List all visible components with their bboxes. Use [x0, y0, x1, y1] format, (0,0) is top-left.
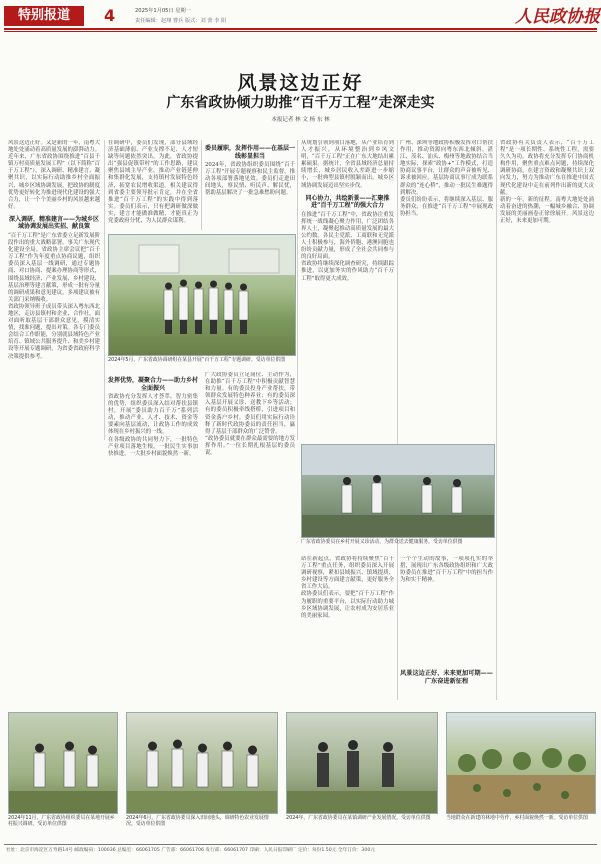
section-heading: 同心协力，共绘新景——汇聚推进“百千万工程”的强大合力 [305, 194, 390, 210]
column-divider [297, 140, 298, 440]
article-column-4-lower [301, 556, 394, 706]
footer-info: 社址：北京市海淀区万寿路14号 邮政编码：100036 总编室：66061705 广告部：66061706 发行部：66061707 印刷：人民日报印刷厂 定价：每份1.50元 全年订价：300元 [6, 848, 376, 853]
photo-rural-research [8, 712, 118, 814]
header-rule [4, 28, 597, 30]
closing-heading: 风景这边正好，未来更加可期——广东奋进新征程 [400, 670, 493, 685]
page-title: 风景这边正好 [237, 72, 364, 94]
photo-scene [447, 713, 595, 813]
header-rule-thin [4, 31, 597, 32]
photo-scene [109, 235, 295, 355]
article-column-5 [400, 140, 493, 440]
paragraph: 在调研中，委员们发现，部分县域经济基础薄弱、产业支撑不足、人才短缺等问题依然突出。为此，省政协提出“强县促镇带村”的工作思路，建议聚焦县域主导产业，推动产业链延伸和集群化发展，支持镇村发展特色经济，拓宽农民增收渠道。相关建议得到省委主要领导批示肯定，并在全省推进“百千万工程”的实践中得到落实。委员们表示，只有把调研做深做实，建言才能做准做精，才能真正为党委政府分忧、为人民群众谋利。 [108, 140, 198, 225]
paragraph: 政协委员们表示，要把“百千万工程”作为履职的重要平台，以实际行动助力城乡区域协调发展，让农村成为安居乐业的美丽家园。 [301, 591, 394, 619]
paragraph: 省政协有关负责人表示，“百千万工程”是一项长期性、系统性工程，需要久久为功。政协将充分发挥专门协商机构作用，聚焦重点难点问题，持续深化调研协商，在建言资政和凝聚共识上双向发力，努力为推动广东在推进中国式现代化建设中走在前列作出新的更大贡献。 [500, 140, 594, 196]
photo-scene [127, 713, 277, 813]
page-number: 4 [104, 6, 116, 25]
article-column-4 [301, 140, 394, 440]
paragraph: 省政协将继续深化调查研究，持续跟踪推进，以更加务实的作风助力“百千万工程”取得更大成效。 [301, 261, 394, 282]
article-column-5-lower [400, 556, 493, 666]
article-column-6 [500, 140, 594, 700]
article-column-1 [8, 140, 100, 700]
article-column-3-lower [205, 372, 295, 702]
photo-group-field-visit [108, 234, 296, 356]
photo-forest-planting [446, 712, 596, 814]
article-column-2-lower [108, 372, 198, 702]
article-column-2 [108, 140, 198, 230]
section-label: 特别报道 [4, 6, 84, 26]
paragraph: 广州、深圳等地政协积极发挥对口帮扶作用，推动资源向粤东西北倾斜。湛江、茂名、汕头、梅州等地政协结合当地实际，探索“政协+”工作模式，打造协商议事平台，让群众的声音被听见、诉求被回应。基层协商议事厅成为联系群众的“连心桥”，推动一批民生难题得到解决。 [400, 140, 493, 196]
photo-field-inspection [126, 712, 278, 814]
photo-scene [302, 445, 494, 537]
photo-caption: 2024年6月，广东省政协委员深入田间地头，调研特色农业发展情况。受访单位供图 [126, 815, 269, 828]
paragraph: 在各级政协的共同努力下，一批特色产业项目落地生根，一批民生实事加快推进，一大批乡村面貌焕然一新。 [108, 436, 198, 457]
footer-rule [4, 844, 597, 845]
photo-caption: 2024年5月，广东省政协调研组在某县开展“百千万工程”专题调研。受访单位供图 [108, 357, 286, 363]
paragraph: “政协委员就要在群众最需要的地方发挥作用。”一位长期扎根基层的委员说。 [205, 435, 295, 457]
masthead-logo: 人民政协报 [515, 7, 600, 27]
paragraph: 站在新起点，省政协将持续聚焦“百千万工程”重点任务，组织委员深入开展调研视察，紧扣县域振兴、镇域提质、乡村建设等方面建言献策，更好服务全省工作大局。 [301, 556, 394, 591]
paragraph: “百千万工程”是广东省委立足新发展阶段作出的重大战略部署，事关广东现代化建设全局。省政协主席会议把“百千万工程”作为年度重点协商议题，组织委员深入基层一线调研，通过专题协商、对口协商、提案办理协商等形式，围绕县域经济、产业发展、乡村建设、基层治理等建言献策，形成一批有分量的调研成果和意见建议，多项建议被有关部门采纳吸收。 [8, 232, 100, 303]
byline: 本报记者 林 文 杨 东 林 [271, 117, 330, 123]
column-divider [104, 140, 105, 440]
column-divider [397, 140, 398, 700]
paragraph: 广大政协委员立足岗位、主动作为，在助推“百千万工程”中积极贡献智慧和力量。有的委员投身产业帮扶，带领群众发展特色种养业；有的委员深入基层开展义诊、送教下乡等活动；有的委员积极牵线搭桥，引进项目和资金落户乡村。委员们用实际行动诠释了新时代政协委员的责任担当，赢得了基层干部群众的广泛赞誉。 [205, 372, 295, 435]
section-heading: 委员履职，发挥作用——在基层一线彰显担当 [205, 145, 295, 160]
paragraph: 从规划引领到项目落地，从产业培育到人才振兴，从环境整治到乡风文明，“百千万工程”正在广东大地结出累累硕果。据统计，全省县域经济总量持续增长，城乡居民收入差距进一步缩小，一批典型县镇村脱颖而出，城乡区域协调发展迈出坚实步伐。 [301, 140, 394, 189]
paragraph: 2024年，省政协组织委员围绕“百千万工程”开展专题视察和民主监督，推动各项部署落地见效。委员们走进田间地头，察民情、听民声、解民忧，帮助基层解决了一批急难愁盼问题。 [205, 162, 295, 197]
section-heading: 发挥优势，凝聚合力——助力乡村全面振兴 [108, 377, 198, 392]
date-line: 2025年1月05日 星期一 [135, 8, 191, 14]
photo-caption: 2024年，广东省政协委员在某镇调研产业发展情况。受访单位供图 [286, 815, 431, 821]
photo-scene [9, 713, 117, 813]
paragraph: 一个个生动的故事，一项项扎实的举措，展现出广东各级政协组织和广大政协委员在推进“百千万工程”中的担当作为和实干精神。 [400, 556, 493, 584]
editors-line: 责任编辑：赵翔 曹兵 版式：刘 蕾 李 阳 [135, 18, 227, 24]
photo-scene [287, 713, 437, 813]
photo-clinic-activity [301, 444, 495, 538]
paragraph: 委员们纷纷表示，将继续深入基层、服务群众，在推进“百千万工程”中展现政协担当。 [400, 196, 493, 217]
photo-caption: 当地群众在新建的林地中劳作，乡村面貌焕然一新。受访单位供图 [446, 815, 588, 821]
column-divider [201, 140, 202, 230]
column-divider [496, 140, 497, 700]
paragraph: 省政协领导班子成员带头深入粤东西北地区，走访县镇村和企业、合作社，面对面听取基层干部群众意见，摸清实情，找准问题，提出对策。各专门委员会结合工作职能，分别就县域特色产业培育、镇域公共服务提升、和美乡村建设等开展专题调研，为省委省政府科学决策提供参考。 [8, 303, 100, 360]
photo-caption: 广东省政协委员在乡村开展义诊活动，为群众送去健康服务。受访单位供图 [301, 539, 463, 545]
photo-caption: 2024年11月，广东省政协组织委员在某地开展乡村振兴调研。受访单位供图 [8, 815, 115, 828]
photo-industry-research [286, 712, 438, 814]
paragraph: 新的一年，新的征程。南粤大地处处涌动着奋进的热潮，一幅城乡融合、协调发展的美丽画卷正徐徐展开。风景这边正好，未来更加可期。 [500, 196, 594, 225]
paragraph: 在推进“百千万工程”中，省政协注重发挥统一战线凝心聚力作用，广泛团结各界人士，凝聚起推动高质量发展的最大公约数。各民主党派、工商联和无党派人士积极参与，海外侨胞、港澳同胞也纷纷贡献力量，形成了全社会共同参与的良好局面。 [301, 211, 394, 261]
article-column-3 [205, 140, 295, 230]
page-subtitle: 广东省政协倾力助推“百千万工程”走深走实 [166, 95, 435, 111]
paragraph: 省政协充分发挥人才荟萃、智力密集的优势，组织委员深入结对帮扶县镇村，开展“委员助力百千万”系列活动，推动产业、人才、技术、资金等要素向基层流动，让政协工作的成效体现在乡村振兴的一线。 [108, 394, 198, 436]
section-heading: 深入调研，精准建言——为城乡区域协调发展出实招、献良策 [8, 215, 99, 231]
paragraph: 风景这边正好。又是新的一年，南粤大地处处涌动着高质量发展的澎湃动力。近年来，广东省政协围绕推进“百县千镇万村高质量发展工程”（以下简称“百千万工程”），深入调研、精准建言、凝聚共识，以实际行动助推乡村全面振兴、城乡区域协调发展，把政协的制度优势更好转化为推进现代化建设的强大合力，让一个个美丽乡村的风景越来越好。 [8, 140, 100, 210]
